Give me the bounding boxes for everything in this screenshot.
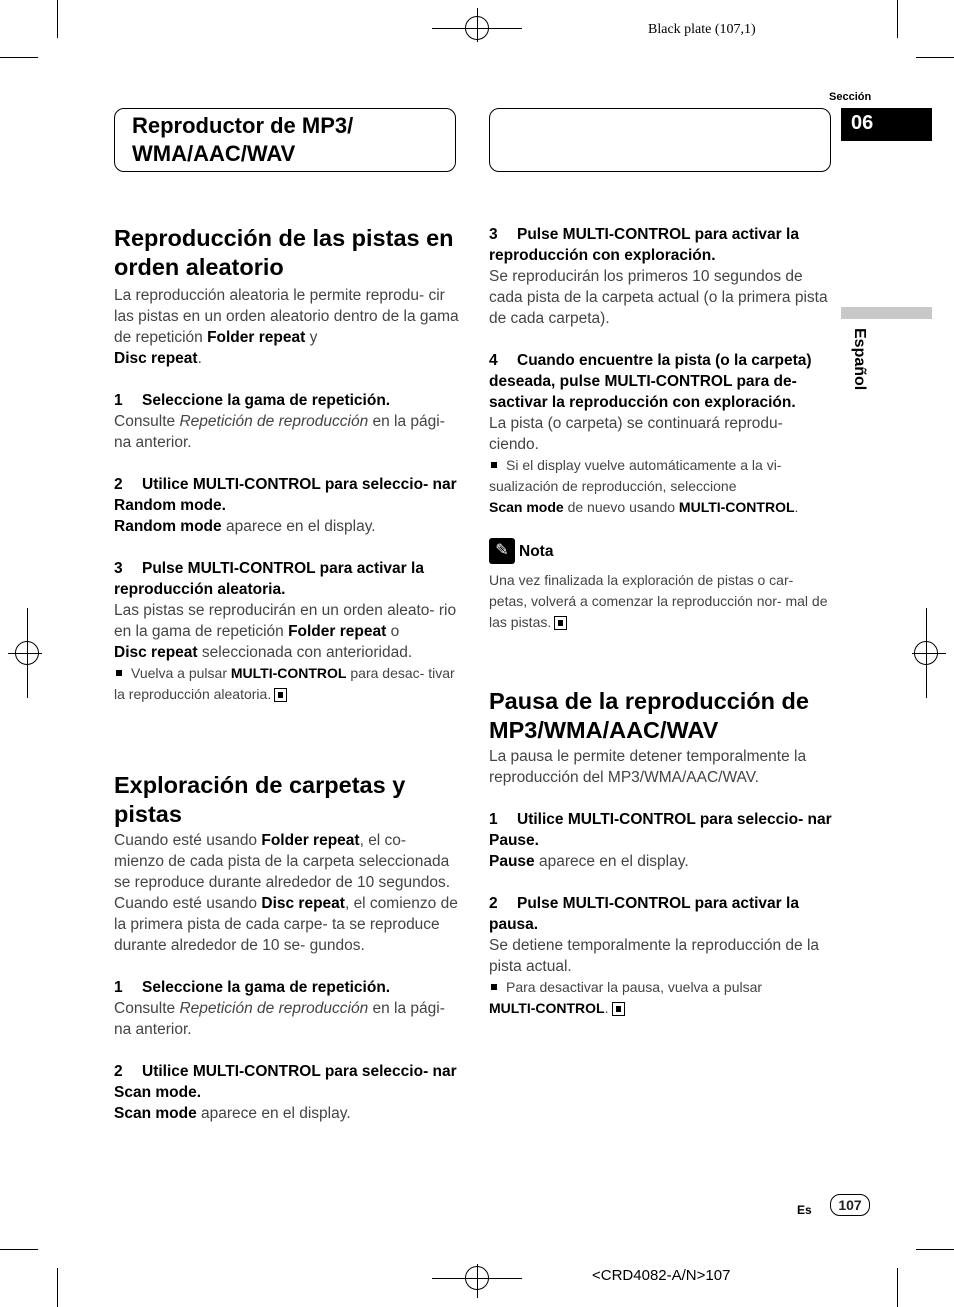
section-number: 06 (851, 112, 874, 134)
step-heading: 1 Seleccione la gama de repetición. (114, 979, 391, 996)
step-heading: 4 Cuando encuentre la pista (o la carpeta) deseada, pulse MULTI-CONTROL para de- sactivar la reproducción con exploración. (489, 352, 812, 411)
paragraph: Se reproducirán los primeros 10 segundos de cada pista de la carpeta actual (o la primera pista de cada carpeta). (489, 268, 828, 327)
bullet-note: Vuelva a pulsar MULTI-CONTROL para desac- tivar la reproducción aleatoria. (114, 665, 455, 702)
document-code: <CRD4082-A/N>107 (592, 1267, 731, 1284)
paragraph: Random mode aparece en el display. (114, 518, 376, 535)
plate-label: Black plate (107,1) (648, 22, 756, 37)
crop-mark (897, 0, 898, 38)
bullet-square-icon (116, 670, 122, 676)
heading-scan-folders-tracks: Exploración de carpetas y pistas (114, 772, 406, 827)
crop-mark (0, 1249, 38, 1250)
end-mark-icon (612, 1002, 625, 1016)
paragraph: Cuando esté usando Folder repeat, el co- mienzo de cada pista de la carpeta seleccionada se reproduce durante alrededor de 10 segundos. Cuando esté usando Disc repeat, el comienzo de la primera pista de cada carpe- ta se reproduce durante alrededor de 10 se- gundos. (114, 832, 458, 954)
registration-circle (15, 641, 39, 665)
paragraph: Las pistas se reproducirán en un orden aleato- rio en la gama de repetición Folder repeat o Disc repeat seleccionada con anterioridad. (114, 602, 457, 661)
section-label: Sección (829, 91, 872, 103)
right-column (489, 224, 834, 1019)
step-heading: 1 Seleccione la gama de repetición. (114, 392, 391, 409)
registration-circle (465, 16, 489, 40)
step-heading: 3 Pulse MULTI-CONTROL para activar la reproducción aleatoria. (114, 560, 424, 598)
pencil-note-icon: ✎ (489, 538, 515, 564)
crop-mark (897, 1268, 898, 1307)
paragraph: Scan mode aparece en el display. (114, 1105, 351, 1122)
section-title-box (114, 108, 456, 172)
language-label: Español (851, 328, 868, 391)
header-empty-box (489, 108, 831, 172)
step-heading: 2 Utilice MULTI-CONTROL para seleccio- nar Scan mode. (114, 1063, 457, 1101)
left-column (114, 224, 459, 1124)
paragraph: Consulte Repetición de reproducción en la pági- na anterior. (114, 413, 445, 451)
heading-pause-playback: Pausa de la reproducción de MP3/WMA/AAC/WAV (489, 688, 809, 743)
step-heading: 3 Pulse MULTI-CONTROL para activar la reproducción con exploración. (489, 226, 799, 264)
paragraph: La pista (o carpeta) se continuará reprodu- ciendo. (489, 415, 783, 453)
paragraph: La pausa le permite detener temporalmente la reproducción del MP3/WMA/AAC/WAV. (489, 748, 807, 786)
crop-mark (916, 57, 954, 58)
bullet-note: Si el display vuelve automáticamente a la vi- sualización de reproducción, seleccione Scan mode de nuevo usando MULTI-CONTROL. (489, 457, 799, 515)
crop-mark (57, 0, 58, 38)
registration-circle (914, 641, 938, 665)
bullet-square-icon (491, 984, 497, 990)
registration-circle (465, 1266, 489, 1290)
step-heading: 2 Pulse MULTI-CONTROL para activar la pausa. (489, 895, 799, 933)
crop-mark (0, 57, 38, 58)
paragraph: Consulte Repetición de reproducción en la pági- na anterior. (114, 1000, 445, 1038)
section-title: Reproductor de MP3/ WMA/AAC/WAV (132, 113, 354, 166)
bullet-square-icon (491, 462, 497, 468)
step-heading: 2 Utilice MULTI-CONTROL para seleccio- nar Random mode. (114, 476, 457, 514)
paragraph: La reproducción aleatoria le permite reprodu- cir las pistas en un orden aleatorio dentro de la gama de repetición Folder repeat y Disc repeat. (114, 287, 459, 367)
end-mark-icon (554, 616, 567, 630)
bullet-note: Para desactivar la pausa, vuelva a pulsar MULTI-CONTROL. (489, 979, 763, 1016)
crop-mark (916, 1249, 954, 1250)
crop-mark (57, 1268, 58, 1307)
note-text: Una vez finalizada la exploración de pistas o car- petas, volverá a comenzar la reproducción nor- mal de las pistas. (489, 572, 828, 630)
heading-random-playback: Reproducción de las pistas en orden aleatorio (114, 225, 454, 280)
page-number: 107 (830, 1194, 870, 1216)
language-code: Es (797, 1203, 812, 1217)
note-header: ✎ Nota (489, 538, 834, 564)
paragraph: Pause aparece en el display. (489, 853, 689, 870)
section-number-tab (841, 108, 932, 141)
step-heading: 1 Utilice MULTI-CONTROL para seleccio- nar Pause. (489, 811, 832, 849)
end-mark-icon (274, 688, 287, 702)
paragraph: Se detiene temporalmente la reproducción de la pista actual. (489, 937, 820, 975)
language-tab-bar (841, 307, 932, 319)
